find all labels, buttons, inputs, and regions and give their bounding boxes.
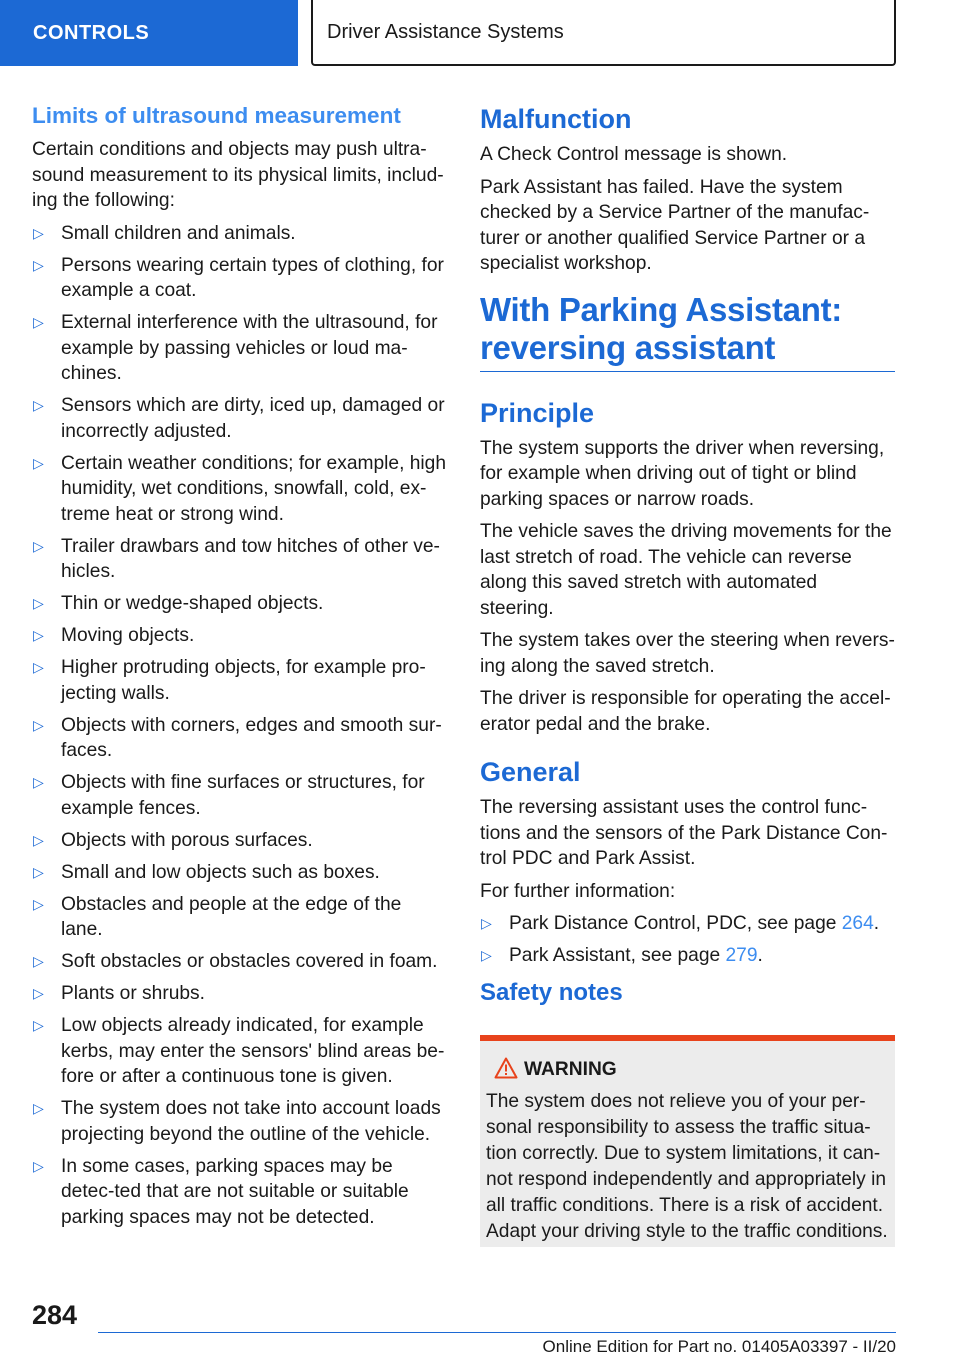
warning-box [480, 1035, 895, 1247]
limits-list [32, 221, 447, 1231]
footer-divider [98, 1332, 896, 1333]
ref-text: Park Assistant, see page [509, 945, 726, 966]
list-item: ▷ Objects with fine surfaces or structures, for example fences. [32, 770, 447, 821]
list-item: ▷ Low objects already indicated, for example kerbs, may enter the sensors' blind areas be-fore or after a continuous tone is given. [32, 1013, 447, 1090]
list-item: ▷ Thin or wedge-shaped objects. [32, 591, 447, 617]
reference-list [480, 911, 895, 969]
page-number: 284 [32, 1300, 78, 1330]
general-p1: The reversing assistant uses the control func-tions and the sensors of the Park Distance Con-trol PDC and Park Assist. [480, 797, 888, 869]
chapter-title-tab: Driver Assistance Systems [311, 0, 896, 66]
principle-p4: The driver is responsible for operating the accel-erator pedal and the brake. [480, 688, 891, 735]
list-item: ▷ Small and low objects such as boxes. [32, 860, 447, 886]
list-item: ▷ Persons wearing certain types of clothing, for example a coat. [32, 253, 447, 304]
principle-p3: The system takes over the steering when revers-ing along the saved stretch. [480, 630, 895, 677]
list-item: ▷ Moving objects. [32, 623, 447, 649]
principle-p2: The vehicle saves the driving movements for the last stretch of road. The vehicle can reverse along this saved stretch with automated steering. [480, 521, 892, 619]
page-link[interactable]: 264 [841, 913, 874, 934]
list-item: ▷ In some cases, parking spaces may be detec-ted that are not suitable or suitable parking spaces may not be detected. [32, 1154, 447, 1231]
list-item: ▷ External interference with the ultrasound, for example by passing vehicles or loud ma-chines. [32, 310, 447, 387]
general-heading: General [480, 757, 581, 787]
ref-text: Park Distance Control, PDC, see page [509, 913, 842, 934]
malfunction-p1: A Check Control message is shown. [480, 144, 788, 165]
list-item: ▷ Objects with porous surfaces. [32, 828, 447, 854]
malfunction-p2: Park Assistant has failed. Have the system checked by a Service Partner of the manufac-turer or another qualified Service Partner or a specialist workshop. [480, 176, 870, 274]
list-item: ▷ Obstacles and people at the edge of the lane. [32, 892, 447, 943]
footer-edition: Online Edition for Part no. 01405A03397 - II/20 [542, 1337, 896, 1356]
list-item: ▷ Soft obstacles or obstacles covered in foam. [32, 949, 447, 975]
list-item: ▷ Certain weather conditions; for example, high humidity, wet conditions, snowfall, cold, ex-treme heat or strong wind. [32, 451, 447, 528]
list-item: ▷ Trailer drawbars and tow hitches of other ve-hicles. [32, 534, 447, 585]
list-item: ▷ Park Distance Control, PDC, see page 264. [480, 911, 895, 937]
page-link[interactable]: 279 [725, 945, 758, 966]
list-item: ▷ Plants or shrubs. [32, 981, 447, 1007]
section-tab: CONTROLS [0, 0, 298, 66]
list-item: ▷ Sensors which are dirty, iced up, damaged or incorrectly adjusted. [32, 393, 447, 444]
limits-intro: Certain conditions and objects may push ultra-sound measurement to its physical limits, includ-ing the following: [32, 139, 444, 211]
right-column [480, 98, 895, 1247]
principle-heading: Principle [480, 397, 595, 428]
list-item: ▷ Higher protruding objects, for example pro-jecting walls. [32, 655, 447, 706]
list-item: ▷ Park Assistant, see page 279. [480, 943, 895, 969]
list-item: ▷ Objects with corners, edges and smooth sur-faces. [32, 713, 447, 764]
warning-text: The system does not relieve you of your per-sonal responsibility to assess the traffic situa-tion correctly. Due to system limitations, it can-not respond independently and appropriately in all traffic conditions. There is a risk of accident. Adapt your driving style to the traffic conditions. [486, 1091, 888, 1242]
left-column [32, 98, 447, 1237]
general-p2: For further information: [480, 880, 676, 902]
warning-title-row [486, 1057, 889, 1083]
malfunction-heading: Malfunction [480, 104, 632, 134]
page-header [0, 0, 896, 66]
principle-p1: The system supports the driver when reversing, for example when driving out of tight or blind parking spaces or narrow roads. [480, 437, 885, 510]
list-item: ▷ Small children and animals. [32, 221, 447, 247]
warning-title: WARNING [524, 1059, 617, 1080]
safety-heading: Safety notes [480, 979, 623, 1006]
chapter-heading: With Parking Assistant: reversing assistant [480, 291, 895, 372]
limits-heading: Limits of ultrasound measurement [32, 103, 401, 128]
warning-triangle-icon [494, 1057, 518, 1079]
list-item: ▷ The system does not take into account loads projecting beyond the outline of the vehicle. [32, 1096, 447, 1147]
